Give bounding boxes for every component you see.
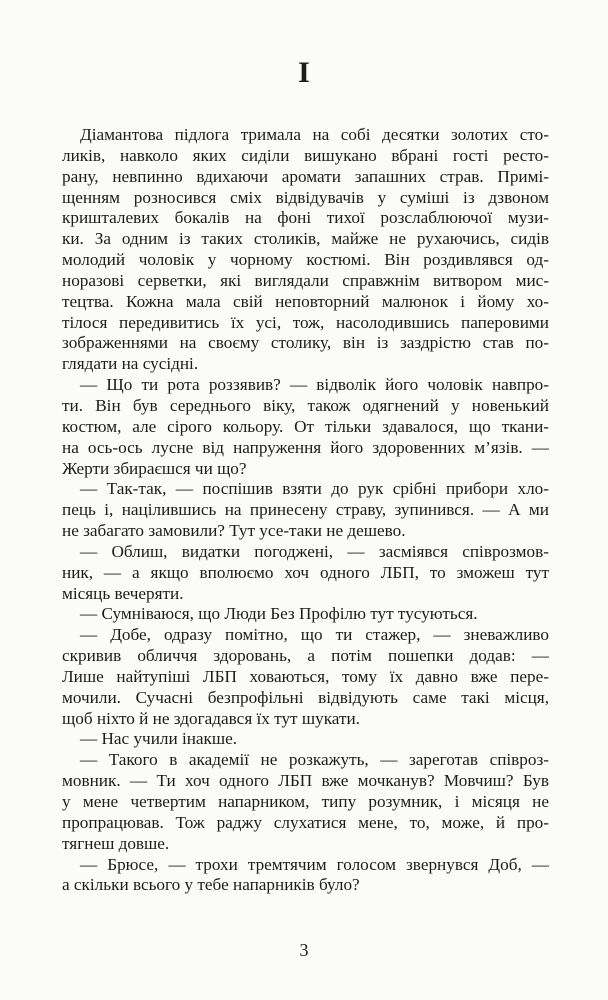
text-line: Жерти збираєшся чи що? — [62, 458, 247, 478]
text-line: щоб ніхто й не здогадався їх тут шукати. — [62, 708, 360, 728]
text-line: тілося передивитись їх усі, тож, насолодившись паперовими — [62, 312, 549, 332]
text-line: тецтва. Кожна мала свій неповторний малюнок і йому хо- — [62, 291, 549, 311]
text-line: ник, — а якщо вполюємо хоч одного ЛБП, то зможеш тут — [62, 562, 549, 582]
text-line: тягнеш довше. — [62, 833, 170, 853]
text-line: місяць вечеряти. — [62, 583, 184, 603]
text-line: пець і, націлившись на принесену страву, зупинився. — А ми — [62, 500, 549, 520]
text-line: — Що ти рота роззявив? — відволік його чоловік навпро- — [80, 375, 549, 395]
page-number: 3 — [299, 940, 309, 960]
text-line: ликів, навколо яких сиділи вишукано вбрані гості ресто- — [62, 145, 549, 165]
text-line: не забагато замовили? Тут усе-таки не дешево. — [62, 521, 406, 541]
text-line: — Такого в академії не розкажуть, — зареготав співроз- — [80, 750, 549, 770]
chapter-heading: I — [298, 56, 310, 89]
text-line: Діамантова підлога тримала на собі десятки золотих сто- — [80, 125, 549, 144]
text-line: у мене четвертим напарником, типу розумник, і місяця не — [62, 792, 549, 811]
text-line: а скільки всього у тебе напарників було? — [62, 875, 360, 895]
text-line: — Добе, одразу помітно, що ти стажер, — зневажливо — [80, 625, 549, 645]
text-line: Лише найтупіші ЛБП ховаються, тому їх давно вже пере- — [62, 666, 549, 686]
text-line: мовник. — Ти хоч одного ЛБП вже мочканув? Мовчиш? Був — [62, 771, 549, 791]
text-line: костюм, але сірого кольору. От тільки здавалося, що ткани- — [62, 416, 549, 436]
text-line: ти. Він був середнього віку, також одягнений у новенький — [62, 395, 549, 415]
text-line: — Так-так, — поспішив взяти до рук срібні прибори хло- — [80, 479, 549, 499]
text-line: — Нас учили інакше. — [80, 729, 238, 749]
text-line: зображеннями на своєму столику, він із заздрістю став по- — [62, 333, 549, 353]
text-line: — Брюсе, — трохи тремтячим голосом звернувся Доб, — — [80, 854, 549, 874]
text-line: рану, невпинно вдихаючи аромати запашних страв. Примі- — [62, 166, 549, 186]
text-line: молодий чоловік у чорному костюмі. Він роздивлявся од- — [62, 250, 549, 270]
text-line: — Облиш, видатки погоджені, — засміявся співрозмов- — [80, 541, 549, 561]
text-line: ки. За одним із таких столиків, майже не рухаючись, сидів — [62, 229, 549, 249]
text-line: — Сумніваюся, що Люди Без Профілю тут тусуються. — [80, 604, 478, 624]
text-line: кришталевих бокалів на фоні тихої розслаблюючої музи- — [62, 208, 549, 228]
text-line: щенням розносився сміх відвідувачів у суміші із дзвоном — [62, 187, 549, 207]
text-line: норазові серветки, які виглядали справжнім витвором мис- — [62, 270, 549, 290]
text-line: глядати на сусідні. — [62, 354, 199, 374]
text-line: на ось-ось лусне від напруження його здоровенних м’язів. — — [62, 437, 549, 457]
text-line: скривив обличчя здоровань, а потім пошепки додав: — — [62, 646, 549, 666]
body-text — [62, 125, 549, 896]
text-line: мочили. Сучасні безпрофільні відвідують саме такі місця, — [62, 687, 549, 707]
text-line: пропрацював. Тож раджу слухатися мене, то, може, й про- — [62, 812, 549, 832]
